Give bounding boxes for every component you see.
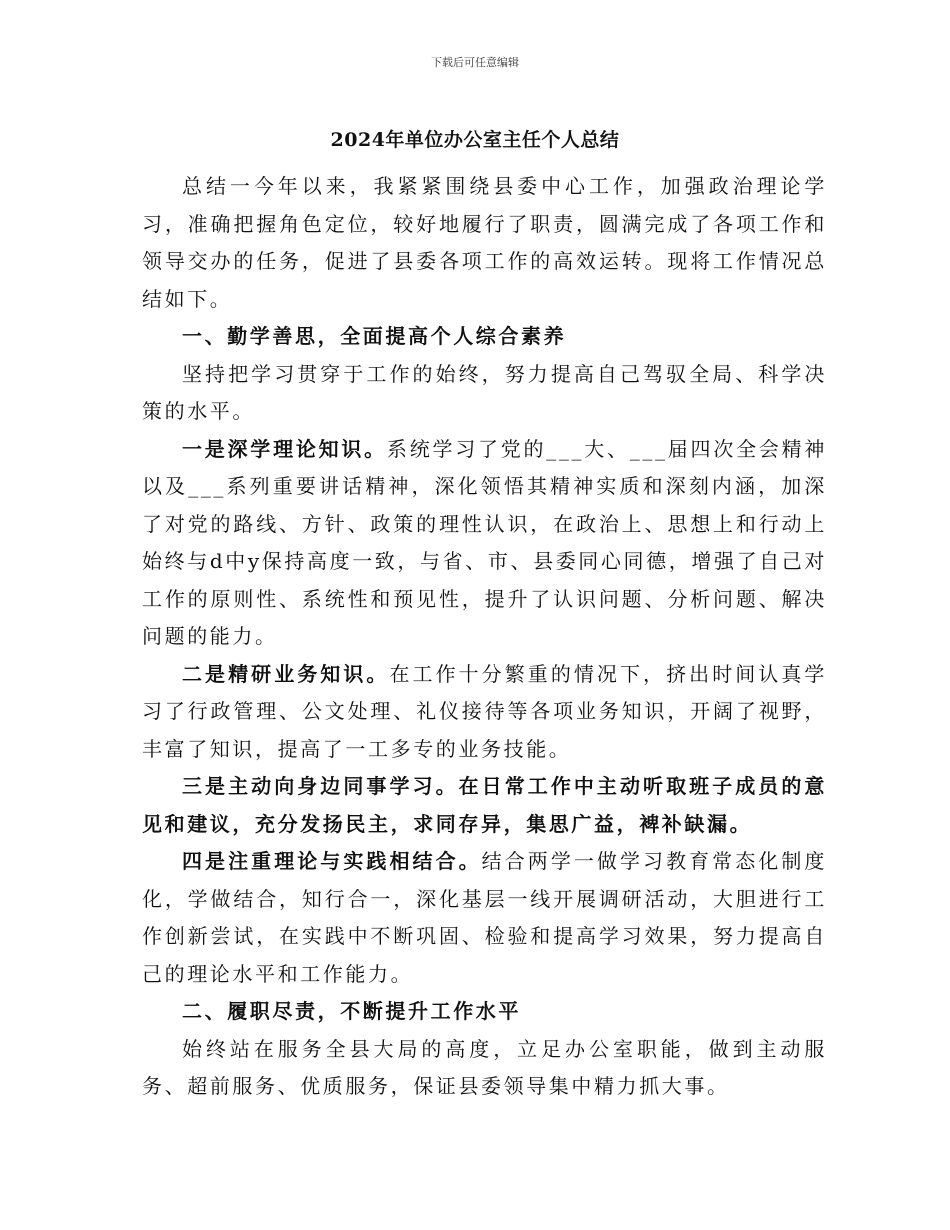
paragraph-text: 始终站在服务全县大局的高度，立足办公室职能，做到主动服务、超前服务、优质服务，保证县委领导集中精力抓大事。 <box>142 1036 827 1098</box>
paragraph-point-3 <box>142 768 827 843</box>
document-title: 2024年单位办公室主任个人总结 <box>330 129 620 151</box>
paragraph-point-1 <box>142 431 827 656</box>
heading-text: 一、勤学善思，全面提高个人综合素养 <box>182 324 567 348</box>
paragraph-text: 在工作十分繁重的情况下，挤出时间认真学习了行政管理、公文处理、礼仪接待等各项业务知识，开阔了视野，丰富了知识，提高了一工多专的业务技能。 <box>142 661 827 761</box>
paragraph-section-2-intro <box>142 1031 827 1106</box>
paragraph-section-1-intro <box>142 356 827 431</box>
point-lead: 四是注重理论与实践相结合。 <box>182 849 482 873</box>
section-heading-2 <box>142 993 827 1031</box>
paragraph-point-2 <box>142 656 827 769</box>
heading-text: 二、履职尽责，不断提升工作水平 <box>182 999 521 1023</box>
section-heading-1 <box>142 318 827 356</box>
header-note: 下载后可任意编辑 <box>431 56 519 69</box>
paragraph-text: 结合两学一做学习教育常态化制度化，学做结合，知行合一，深化基层一线开展调研活动，大胆进行工作创新尝试，在实践中不断巩固、检验和提高学习效果，努力提高自己的理论水平和工作能力。 <box>142 849 827 986</box>
paragraph-text: 总结一今年以来，我紧紧围绕县委中心工作，加强政治理论学习，准确把握角色定位，较好地履行了职责，圆满完成了各项工作和领导交办的任务，促进了县委各项工作的高效运转。现将工作情况总结如下。 <box>142 174 827 311</box>
paragraph-point-4 <box>142 843 827 993</box>
point-lead: 一是深学理论知识。 <box>182 436 387 461</box>
document-body <box>142 168 827 1106</box>
paragraph-text: 坚持把学习贯穿于工作的始终，努力提高自己驾驭全局、科学决策的水平。 <box>142 361 827 423</box>
point-lead: 二是精研业务知识。 <box>182 661 390 686</box>
paragraph-text: 系统学习了党的___大、___届四次全会精神以及___系列重要讲话精神，深化领悟其精神实质和深刻内涵，加深了对党的路线、方针、政策的理性认识，在政治上、思想上和行动上始终与d中y保持高度一致，与省、市、县委同心同德，增强了自己对工作的原则性、系统性和预见性，提升了认识问题、分析问题、解决问题的能力。 <box>142 436 827 648</box>
paragraph-text: 三是主动向身边同事学习。在日常工作中主动听取班子成员的意见和建议，充分发扬民主，求同存异，集思广益，裨补缺漏。 <box>142 774 827 836</box>
paragraph-intro <box>142 168 827 318</box>
